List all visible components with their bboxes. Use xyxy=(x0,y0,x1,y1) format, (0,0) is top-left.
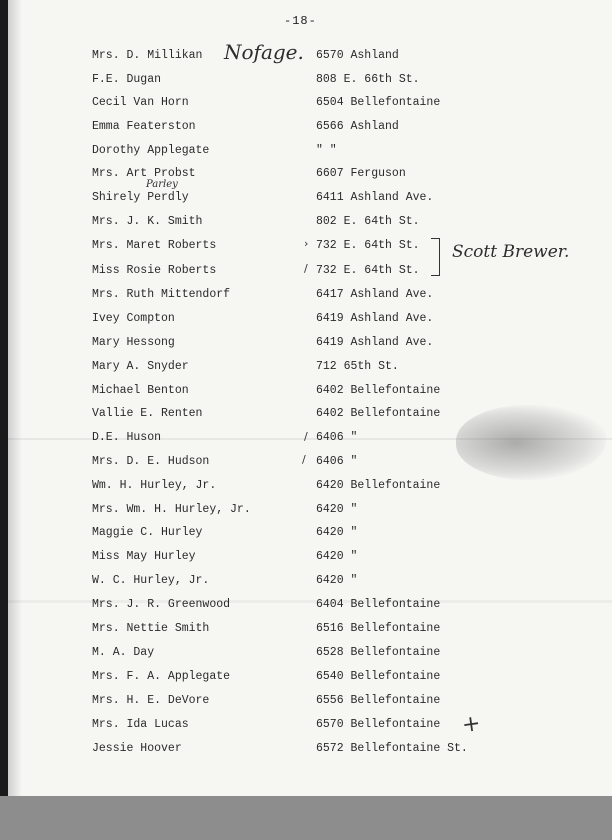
entry-address: 6516 Bellefontaine xyxy=(316,622,441,635)
entry-name: Mrs. D. Millikan xyxy=(92,49,203,62)
entry-address: 6406 " xyxy=(316,431,358,444)
tick-mark-icon: / xyxy=(304,430,308,443)
entry-name: Wm. H. Hurley, Jr. xyxy=(92,479,217,492)
entry-name: Ivey Compton xyxy=(92,312,175,325)
entry-name: Shirely Perdly xyxy=(92,191,189,204)
entry-address: 6411 Ashland Ave. xyxy=(316,191,434,204)
entry-address: 6504 Bellefontaine xyxy=(316,96,441,109)
document-page xyxy=(8,0,612,796)
bracket-mark xyxy=(431,238,440,276)
entry-address: " " xyxy=(316,144,337,157)
entry-address: 802 E. 64th St. xyxy=(316,215,420,228)
entry-address: 6420 " xyxy=(316,526,358,539)
tick-mark-icon: › xyxy=(304,237,309,250)
ink-smudge xyxy=(456,405,606,480)
entry-address: 6402 Bellefontaine xyxy=(316,407,441,420)
entry-name: Dorothy Applegate xyxy=(92,144,210,157)
entry-name: Mrs. J. K. Smith xyxy=(92,215,203,228)
tick-mark-icon: / xyxy=(304,262,308,275)
handwritten-note-scott-brewer: Scott Brewer. xyxy=(452,242,570,262)
entry-address: 732 E. 64th St. xyxy=(316,239,420,252)
entry-name: Mrs. Wm. H. Hurley, Jr. xyxy=(92,503,251,516)
cross-mark-icon: + xyxy=(460,710,483,739)
entry-address: 6556 Bellefontaine xyxy=(316,694,441,707)
entry-address: 6570 Ashland xyxy=(316,49,399,62)
entry-name: D.E. Huson xyxy=(92,431,162,444)
handwritten-note-parley: Parley xyxy=(146,179,178,190)
entry-address: 732 E. 64th St. xyxy=(316,264,420,277)
entry-address: 6566 Ashland xyxy=(316,120,399,133)
entry-address: 6420 " xyxy=(316,503,358,516)
entry-address: 6402 Bellefontaine xyxy=(316,384,441,397)
page-number: -18- xyxy=(284,14,317,28)
entry-name: Mrs. H. E. DeVore xyxy=(92,694,210,707)
entry-name: Michael Benton xyxy=(92,384,189,397)
entry-name: M. A. Day xyxy=(92,646,155,659)
entry-name: Vallie E. Renten xyxy=(92,407,203,420)
entry-name: Mrs. Maret Roberts xyxy=(92,239,217,252)
entry-name: Mrs. Ruth Mittendorf xyxy=(92,288,231,301)
entry-name: Mrs. J. R. Greenwood xyxy=(92,598,231,611)
entry-name: Maggie C. Hurley xyxy=(92,526,203,539)
entry-address: 6420 " xyxy=(316,550,358,563)
entry-name: Cecil Van Horn xyxy=(92,96,189,109)
page-edge-shadow xyxy=(8,0,22,796)
entry-address: 808 E. 66th St. xyxy=(316,73,420,86)
entry-name: Emma Featerston xyxy=(92,120,196,133)
entry-name: F.E. Dugan xyxy=(92,73,162,86)
entry-address: 6417 Ashland Ave. xyxy=(316,288,434,301)
entry-address: 6540 Bellefontaine xyxy=(316,670,441,683)
entry-name: Mrs. D. E. Hudson xyxy=(92,455,210,468)
entry-address: 6572 Bellefontaine St. xyxy=(316,742,468,755)
entry-address: 712 65th St. xyxy=(316,360,399,373)
entry-name: Mrs. Nettie Smith xyxy=(92,622,210,635)
entry-address: 6570 Bellefontaine xyxy=(316,718,441,731)
entry-address: 6406 " xyxy=(316,455,358,468)
entry-address: 6404 Bellefontaine xyxy=(316,598,441,611)
entry-address: 6419 Ashland Ave. xyxy=(316,312,434,325)
entry-name: Jessie Hoover xyxy=(92,742,182,755)
entry-address: 6419 Ashland Ave. xyxy=(316,336,434,349)
entry-name: Miss Rosie Roberts xyxy=(92,264,217,277)
entry-name: Mrs. Art Probst xyxy=(92,167,196,180)
entry-address: 6607 Ferguson xyxy=(316,167,406,180)
entry-name: W. C. Hurley, Jr. xyxy=(92,574,210,587)
entry-name: Mary Hessong xyxy=(92,336,175,349)
entry-address: 6420 Bellefontaine xyxy=(316,479,441,492)
entry-name: Mrs. F. A. Applegate xyxy=(92,670,231,683)
handwritten-note-nofage: Nofage. xyxy=(224,40,304,64)
scan-bottom-border xyxy=(0,796,612,840)
entry-name: Mary A. Snyder xyxy=(92,360,189,373)
entry-name: Miss May Hurley xyxy=(92,550,196,563)
entry-address: 6528 Bellefontaine xyxy=(316,646,441,659)
entry-name: Mrs. Ida Lucas xyxy=(92,718,189,731)
entry-address: 6420 " xyxy=(316,574,358,587)
tick-mark-icon: / xyxy=(302,453,306,466)
